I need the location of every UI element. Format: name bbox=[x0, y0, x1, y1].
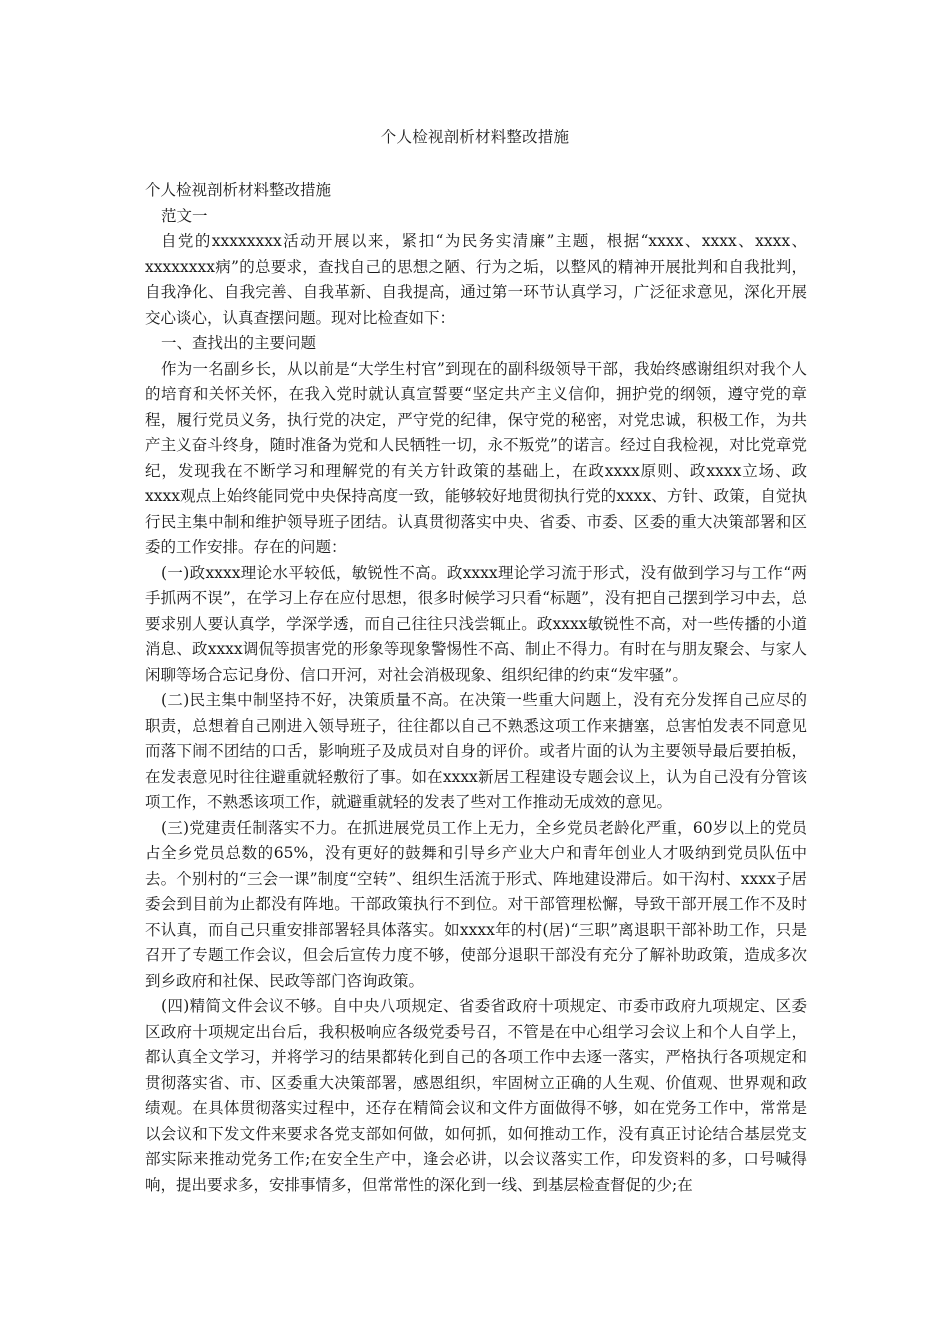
paragraph-problem-2: (二)民主集中制坚持不好，决策质量不高。在决策一些重大问题上，没有充分发挥自己应尽的职责，总想着自己刚进入领导班子，往往都以自己不熟悉这项工作来搪塞，总害怕发表不同意见而落下闹不团结的口舌，影响班子及成员对自身的评价。或者片面的认为主要领导最后要拍板，在发表意见时往往避重就轻敷衍了事。如在xxxx新居工程建设专题会议上，认为自己没有分管该项工作，不熟悉该项工作，就避重就轻的发表了些对工作推动无成效的意见。 bbox=[145, 691, 807, 811]
paragraph-problem-3: (三)党建责任制落实不力。在抓进展党员工作上无力，全乡党员老龄化严重，60岁以上的党员占全乡党员总数的65%，没有更好的鼓舞和引导乡产业大户和青年创业人才吸纳到党员队伍中去。个别村的“三会一课”制度“空转”、组织生活流于形式、阵地建设滞后。如干沟村、xxxx子居委会到目前为止都没有阵地。干部政策执行不到位。对干部管理松懈，导致干部开展工作不及时不认真，而自己只重安排部署轻具体落实。如xxxx年的村(居)“三职”离退职干部补助工作，只是召开了专题工作会议，但会后宣传力度不够，使部分退职干部没有充分了解补助政策，造成多次到乡政府和社保、民政等部门咨询政策。 bbox=[145, 818, 807, 990]
paragraph-problem-4: (四)精简文件会议不够。自中央八项规定、省委省政府十项规定、市委市政府九项规定、区委区政府十项规定出台后，我积极响应各级党委号召，不管是在中心组学习会议上和个人自学上，都认真全文学习，并将学习的结果都转化到自己的各项工作中去逐一落实，严格执行各项规定和贯彻落实省、市、区委重大决策部署，感恩组织，牢固树立正确的人生观、价值观、世界观和政绩观。在具体贯彻落实过程中，还存在精简会议和文件方面做得不够，如在党务工作中，常常是以会议和下发文件来要求各党支部如何做，如何抓，如何推动工作，没有真正讨论结合基层党支部实际来推动党务工作;在安全生产中，逢会必讲，以会议落实工作，印发资料的多，口号喊得响，提出要求多，安排事情多，但常常性的深化到一线、到基层检查督促的少;在 bbox=[145, 997, 807, 1194]
paragraph-problem-1: (一)政xxxx理论水平较低，敏锐性不高。政xxxx理论学习流于形式，没有做到学习与工作“两手抓两不误”，在学习上存在应付思想，很多时候学习只看“标题”，没有把自己摆到学习中去，总要求别人要认真学，学深学透，而自己往往只浅尝辄止。政xxxx敏锐性不高，对一些传播的小道消息、政xxxx调侃等损害党的形象等现象警惕性不高、制止不得力。有时在与朋友聚会、与家人闲聊等场合忘记身份、信口开河，对社会消极现象、组织纪律的约束“发牢骚”。 bbox=[145, 563, 807, 684]
document-body bbox=[145, 178, 807, 1198]
sample-label: 范文一 bbox=[161, 206, 208, 225]
document-subtitle: 个人检视剖析材料整改措施 bbox=[145, 181, 332, 199]
document-title: 个人检视剖析材料整改措施 bbox=[380, 128, 570, 146]
paragraph-self-review: 作为一名副乡长，从以前是“大学生村官”到现在的副科级领导干部，我始终感谢组织对我个人的培育和关怀关怀，在我入党时就认真宣誓要“坚定共产主义信仰，拥护党的纲领，遵守党的章程，履行党员义务，执行党的决定，严守党的纪律，保守党的秘密，对党忠诚，积极工作，为共产主义奋斗终身，随时准备为党和人民牺牲一切，永不叛党”的诺言。经过自我检视，对比党章党纪，发现我在不断学习和理解党的有关方针政策的基础上，在政xxxx原则、政xxxx立场、政xxxx观点上始终能同党中央保持高度一致，能够较好地贯彻执行党的xxxx、方针、政策，自觉执行民主集中制和维护领导班子团结。认真贯彻落实中央、省委、市委、区委的重大决策部署和区委的工作安排。存在的问题： bbox=[145, 359, 807, 556]
paragraph-intro: 自党的xxxxxxxx活动开展以来，紧扣“为民务实清廉”主题，根据“xxxx、xxxx、xxxx、xxxxxxxx病”的总要求，查找自己的思想之陋、行为之垢，以整风的精神开展批判和自我批判，自我净化、自我完善、自我革新、自我提高，通过第一环节认真学习，广泛征求意见，深化开展交心谈心，认真查摆问题。现对比检查如下： bbox=[145, 232, 807, 327]
section-heading-problems: 一、查找出的主要问题 bbox=[161, 334, 317, 352]
